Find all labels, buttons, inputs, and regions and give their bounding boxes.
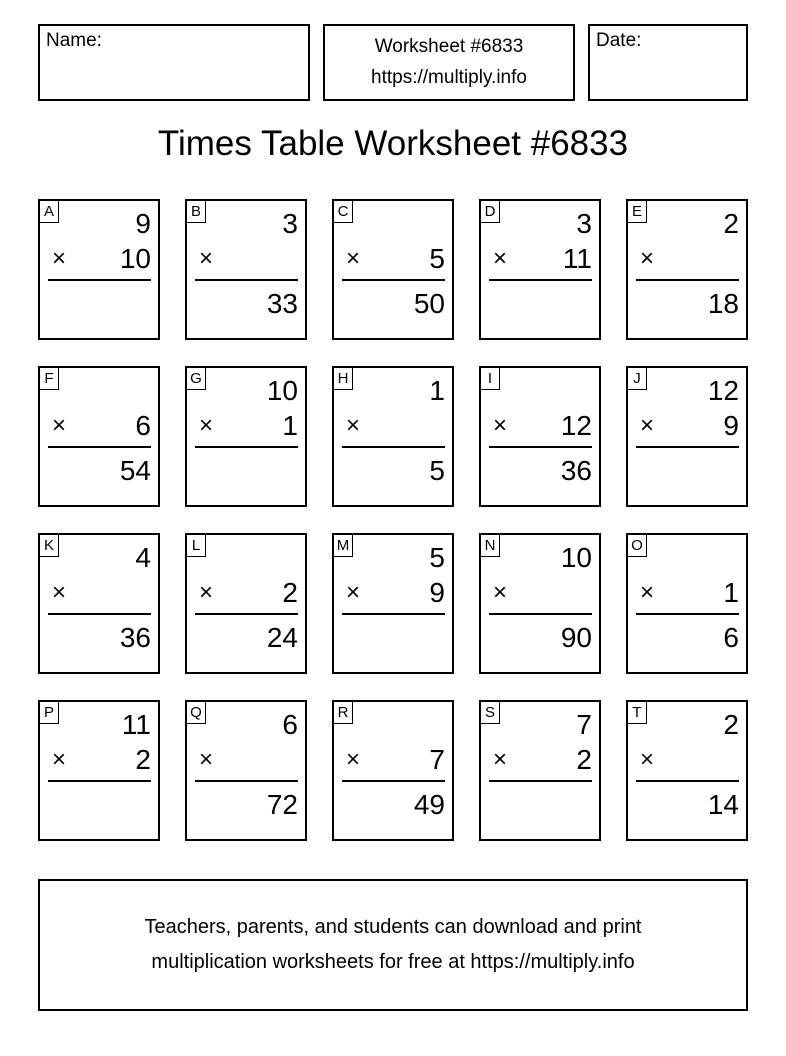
date-label: Date: [596,30,642,51]
problem-bottom-number: 9 [429,577,445,608]
problem-card [38,366,160,507]
problem-answer: 6 [723,622,739,653]
problem-letter: C [334,201,353,223]
answer-rule [636,279,739,281]
problem-top-number: 9 [135,208,151,239]
answer-rule [342,780,445,782]
answer-rule [489,279,592,281]
problem-card [626,700,748,841]
multiply-sign: × [199,412,214,439]
problem-answer: 36 [119,622,151,653]
answer-rule [489,780,592,782]
problem-answer: 5 [429,455,445,486]
problem-card [332,366,454,507]
problem-bottom-number: 6 [135,410,151,441]
problem-letter: S [481,702,500,724]
multiply-sign: × [493,245,508,272]
problem-bottom-number: 9 [723,410,739,441]
problem-card [332,199,454,340]
problem-letter: J [628,368,647,390]
problem-top-number: 7 [576,709,592,740]
multiply-sign: × [640,579,655,606]
problem-card [38,199,160,340]
problem-card [38,533,160,674]
problem-top-number: 10 [266,375,298,406]
problem-card [479,366,601,507]
multiply-sign: × [493,579,508,606]
multiply-sign: × [52,245,67,272]
multiply-sign: × [199,746,214,773]
multiply-sign: × [640,746,655,773]
problem-letter: K [40,535,59,557]
multiply-sign: × [346,579,361,606]
problem-card [185,366,307,507]
problem-bottom-number: 1 [282,410,298,441]
problem-bottom-number: 2 [576,744,592,775]
problem-letter: F [40,368,59,390]
problem-top-number: 11 [121,709,151,740]
problem-letter: Q [187,702,206,724]
problem-top-number: 12 [707,375,739,406]
answer-rule [195,446,298,448]
problem-letter: I [481,368,500,390]
problem-letter: D [481,201,500,223]
problem-answer: 50 [413,288,445,319]
problem-top-number: 3 [282,208,298,239]
answer-rule [195,613,298,615]
answer-rule [342,613,445,615]
multiply-sign: × [640,245,655,272]
multiply-sign: × [52,746,67,773]
problem-bottom-number: 2 [135,744,151,775]
problem-answer: 54 [119,455,151,486]
problem-answer: 33 [266,288,298,319]
problem-top-number: 2 [723,208,739,239]
problem-card [38,700,160,841]
problem-letter: B [187,201,206,223]
name-label: Name: [46,30,102,51]
multiply-sign: × [199,579,214,606]
multiply-sign: × [52,412,67,439]
problem-bottom-number: 7 [429,744,445,775]
problem-letter: N [481,535,500,557]
problem-card [185,533,307,674]
answer-rule [48,613,151,615]
problem-top-number: 6 [282,709,298,740]
footer-box [38,879,748,1011]
problem-bottom-number: 1 [723,577,739,608]
answer-rule [48,780,151,782]
answer-rule [636,446,739,448]
worksheet-info-box [323,24,575,101]
problem-letter: A [40,201,59,223]
answer-rule [342,279,445,281]
problem-answer: 90 [560,622,592,653]
problem-bottom-number: 12 [560,410,592,441]
problem-card [626,366,748,507]
problem-letter: P [40,702,59,724]
problem-answer: 49 [413,789,445,820]
problem-letter: T [628,702,647,724]
problem-letter: R [334,702,353,724]
problem-bottom-number: 5 [429,243,445,274]
multiply-sign: × [640,412,655,439]
worksheet-site: https://multiply.info [371,67,527,88]
answer-rule [342,446,445,448]
multiply-sign: × [346,412,361,439]
problem-top-number: 3 [576,208,592,239]
problem-card [185,700,307,841]
problem-card [479,199,601,340]
problem-card [185,199,307,340]
problem-answer: 18 [707,288,739,319]
problem-bottom-number: 11 [562,243,592,274]
answer-rule [195,279,298,281]
problem-letter: M [334,535,353,557]
problem-card [626,199,748,340]
answer-rule [636,780,739,782]
problem-card [626,533,748,674]
problem-card [332,533,454,674]
multiply-sign: × [493,746,508,773]
problem-card [332,700,454,841]
answer-rule [636,613,739,615]
worksheet-number: Worksheet #6833 [374,36,524,57]
multiply-sign: × [493,412,508,439]
answer-rule [489,613,592,615]
problem-bottom-number: 2 [282,577,298,608]
multiply-sign: × [199,245,214,272]
problem-letter: L [187,535,206,557]
problem-top-number: 1 [429,375,445,406]
problem-top-number: 10 [560,542,592,573]
footer-line-1: Teachers, parents, and students can download and print [144,916,642,938]
problem-top-number: 4 [135,542,151,573]
problem-letter: O [628,535,647,557]
problem-bottom-number: 10 [119,243,151,274]
footer-line-2: multiplication worksheets for free at https://multiply.info [151,951,635,973]
answer-rule [48,446,151,448]
problem-letter: E [628,201,647,223]
problem-top-number: 5 [429,542,445,573]
problem-card [479,533,601,674]
multiply-sign: × [346,245,361,272]
page-title: Times Table Worksheet #6833 [157,124,629,163]
answer-rule [489,446,592,448]
problem-letter: H [334,368,353,390]
problem-answer: 36 [560,455,592,486]
problem-card [479,700,601,841]
problem-answer: 14 [707,789,739,820]
date-box [588,24,748,101]
name-box [38,24,310,101]
answer-rule [195,780,298,782]
multiply-sign: × [52,579,67,606]
answer-rule [48,279,151,281]
problem-answer: 72 [266,789,298,820]
problem-answer: 24 [266,622,298,653]
multiply-sign: × [346,746,361,773]
problem-letter: G [187,368,206,390]
problem-top-number: 2 [723,709,739,740]
